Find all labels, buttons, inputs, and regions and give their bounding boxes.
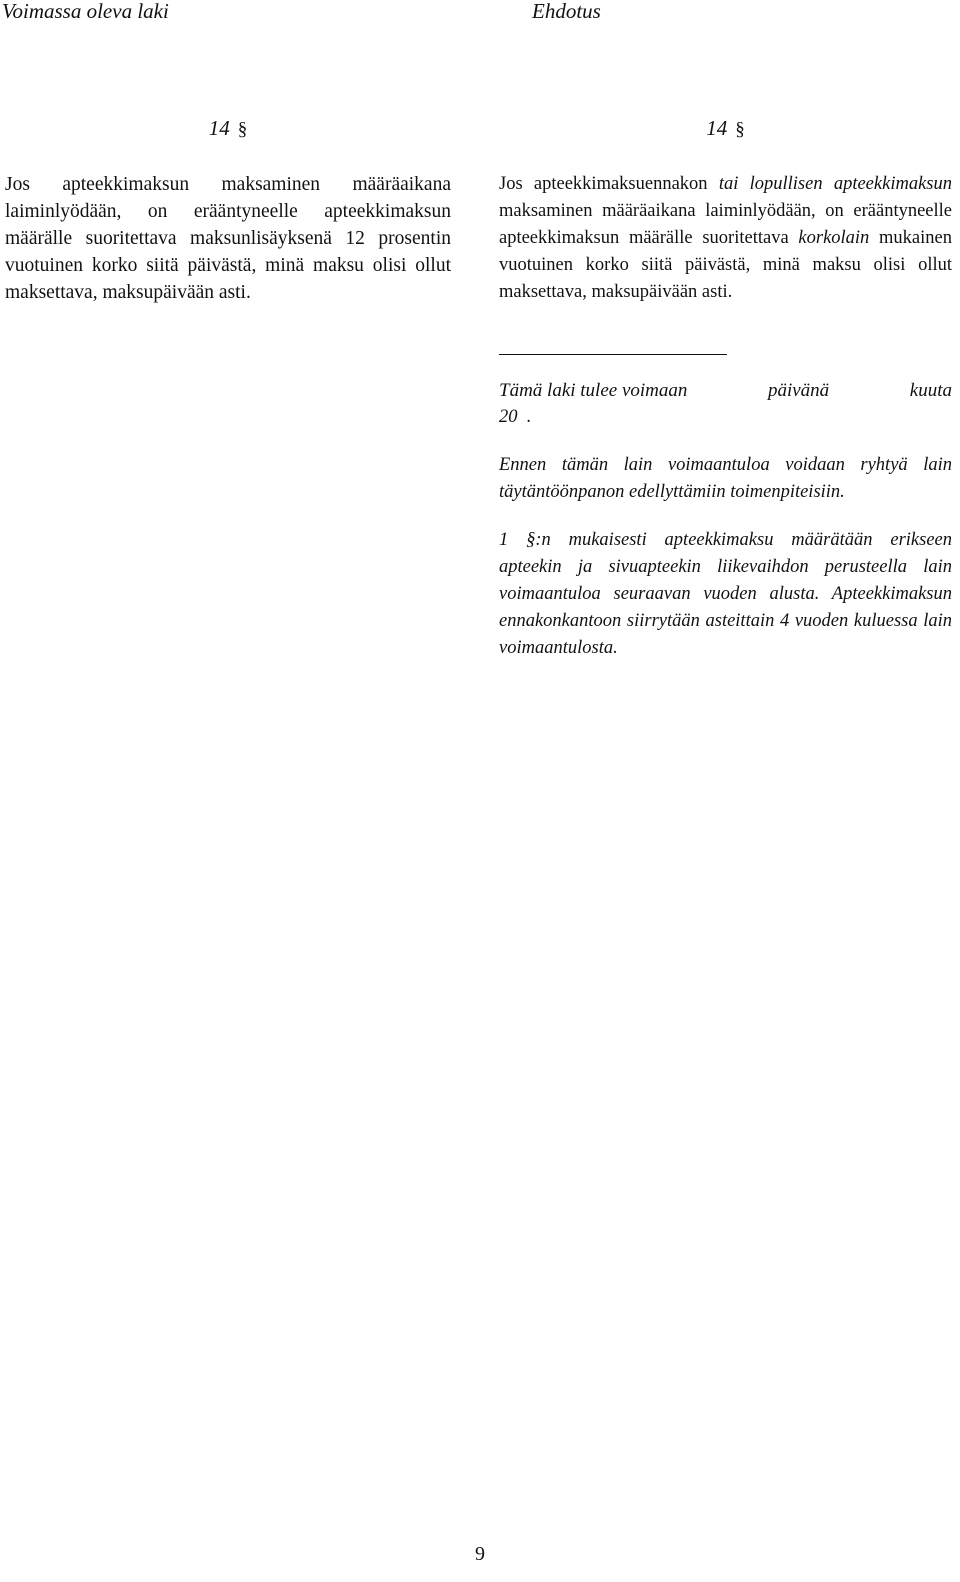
section-heading [5,108,451,148]
text-run: mukainen vuotuinen korko siitä päivästä, minä maksu olisi ollut maksettava, maksupäivään asti. [499,228,952,302]
section-heading [499,108,952,148]
section-symbol: § [237,119,248,140]
italic-text-run: korkolain [798,228,870,248]
italic-text-run: tai lopullisen apteekkimaksun [718,174,952,194]
entry-into-force-month: kuuta [909,380,952,401]
current-law-paragraph: Jos apteekkimaksun maksaminen määräaikana laiminlyödään, on erääntyneelle apteekkimaksun määrälle suoritettava maksunlisäyksenä 12 prosentin vuotuinen korko siitä päivästä, minä maksu olisi ollut maksettava, maksupäivään asti. [5,174,451,303]
entry-into-force-line [499,377,952,404]
section-number: 14 [208,116,230,140]
proposal-column [499,108,952,662]
text-run: Jos apteekkimaksuennakon [499,174,719,194]
header-proposal: Ehdotus [532,0,601,23]
section-number: 14 [706,116,728,140]
header-current-law: Voimassa oleva laki [2,0,169,23]
entry-into-force-year: 20 . [499,407,532,427]
entry-into-force-day: päivänä [767,380,830,401]
text-run: maksaminen määräaikana laiminlyödään, on erääntyneelle apteekkimaksun määrälle suoritettava [499,201,952,248]
measures-paragraph: Ennen tämän lain voimaantuloa voidaan ryhtyä lain täytäntöönpanon edellyttämiin toimenpiteisiin. [499,455,952,502]
current-law-column [5,108,451,306]
separator-line [499,354,727,355]
proposal-paragraph [499,171,952,306]
page-number: 9 [475,1543,485,1565]
transition-paragraph: 1 §:n mukaisesti apteekkimaksu määrätään erikseen apteekin ja sivuapteekin liikevaihdon perusteella lain voimaantuloa seuraavan vuoden alusta. Apteekkimaksun ennakonkantoon siirrytään asteittain 4 vuoden kuluessa lain voimaantulosta. [499,530,952,658]
section-symbol: § [735,119,745,140]
entry-into-force-text: Tämä laki tulee voimaan [499,380,688,401]
